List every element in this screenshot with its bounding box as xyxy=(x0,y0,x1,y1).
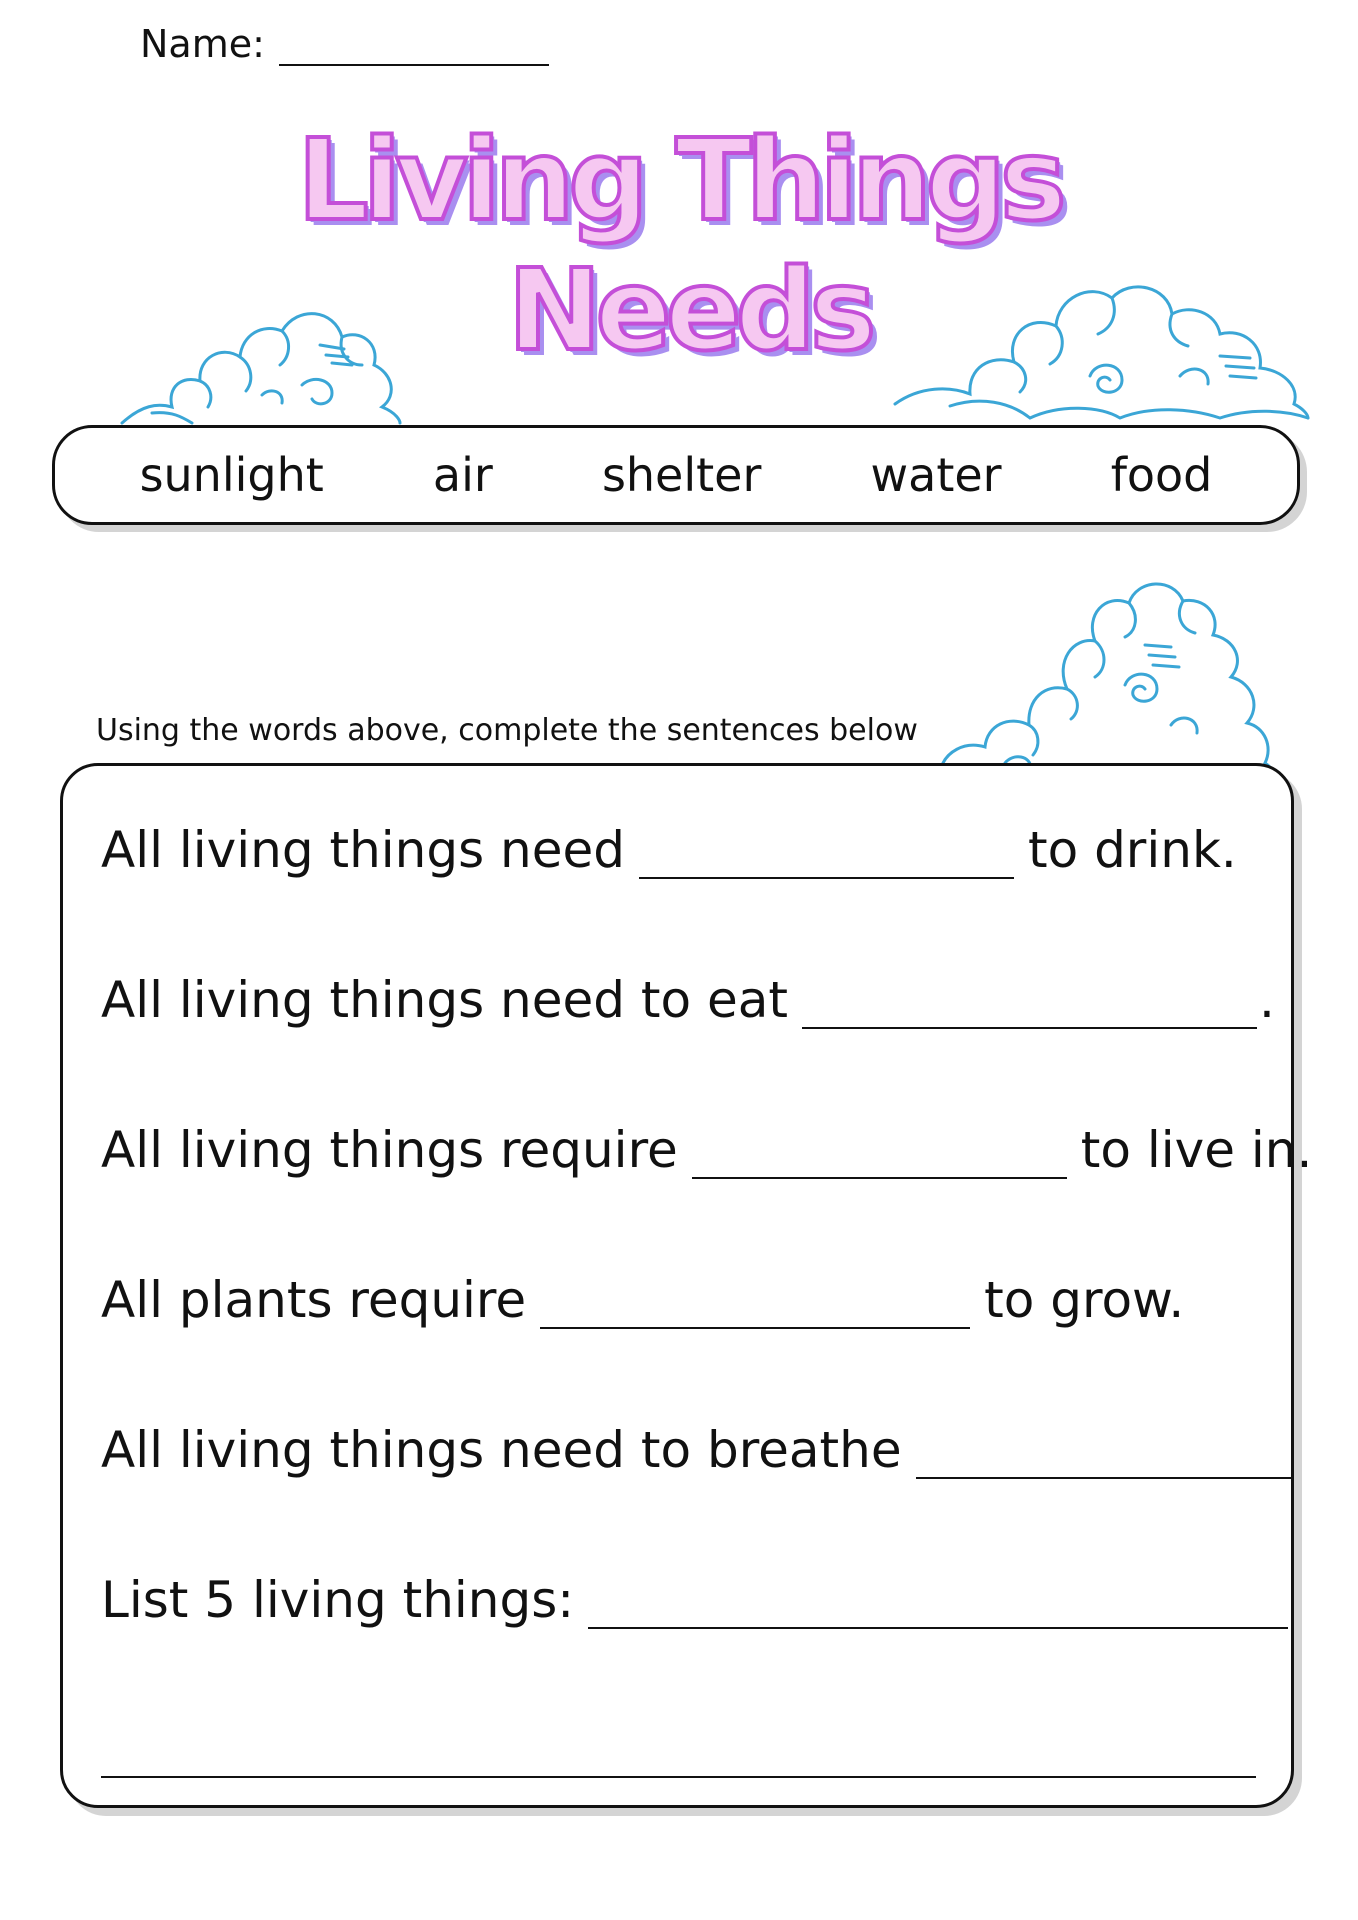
sentence-text: to drink. xyxy=(1027,821,1237,879)
instructions-text: Using the words above, complete the sentences below xyxy=(96,713,918,748)
answer-blank[interactable] xyxy=(588,1581,1288,1629)
sentence-text: to live in. xyxy=(1080,1121,1313,1179)
sentence-text: List 5 living things: xyxy=(101,1571,575,1629)
worksheet-title-line-2: Needs xyxy=(507,246,871,376)
sentence-3 xyxy=(101,1121,1312,1179)
word-bank-item: food xyxy=(1110,448,1213,502)
sentence-text: . xyxy=(1258,971,1275,1029)
name-label: Name: xyxy=(140,22,265,66)
sentence-text: All plants require xyxy=(101,1271,527,1329)
name-field xyxy=(140,22,549,66)
word-bank-item: air xyxy=(432,448,493,502)
name-blank-line[interactable] xyxy=(279,22,549,66)
word-bank-item: shelter xyxy=(601,448,762,502)
sentence-text: All living things need to eat xyxy=(101,971,788,1029)
sentence-text: All living things need xyxy=(101,821,625,879)
sentence-5 xyxy=(101,1421,1305,1479)
cloud-icon xyxy=(112,295,402,425)
answer-blank-line[interactable] xyxy=(101,1776,1256,1778)
word-bank-item: sunlight xyxy=(139,448,324,502)
answer-blank[interactable] xyxy=(916,1431,1291,1479)
cloud-icon xyxy=(890,278,1310,428)
answer-blank[interactable] xyxy=(692,1131,1067,1179)
answer-blank[interactable] xyxy=(540,1281,970,1329)
sentence-text: to grow. xyxy=(984,1271,1185,1329)
answer-blank[interactable] xyxy=(639,831,1014,879)
sentence-6 xyxy=(101,1571,1302,1629)
word-bank xyxy=(52,425,1300,525)
worksheet-title-line-1: Living Things xyxy=(297,116,1061,246)
cloud-icon xyxy=(935,575,1275,775)
sentence-4 xyxy=(101,1271,1184,1329)
sentence-text: All living things require xyxy=(101,1121,678,1179)
word-bank-item: water xyxy=(870,448,1002,502)
answer-box xyxy=(60,763,1313,1808)
answer-blank[interactable] xyxy=(802,981,1257,1029)
sentence-1 xyxy=(101,821,1237,879)
sentence-2 xyxy=(101,971,1275,1029)
sentence-text: All living things need to breathe xyxy=(101,1421,902,1479)
